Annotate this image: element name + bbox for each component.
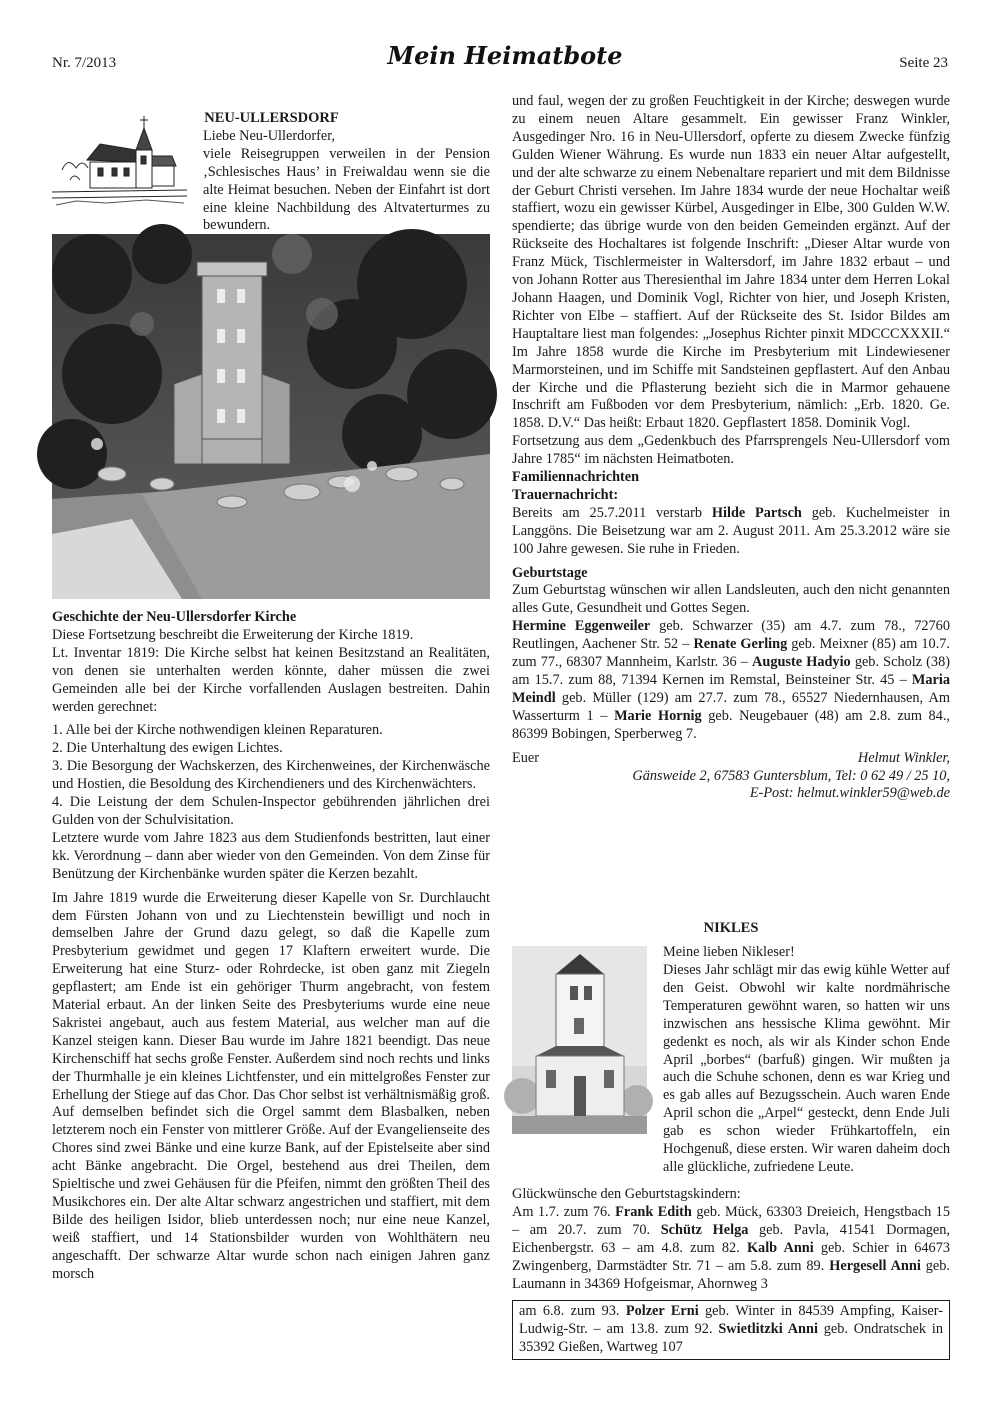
signature-block bbox=[512, 750, 950, 806]
signature-name: Helmut Winkler, bbox=[857, 749, 950, 766]
birthday-name: Schütz Helga bbox=[660, 1221, 749, 1238]
nikles-intro bbox=[663, 944, 950, 962]
geschichte-section bbox=[52, 609, 490, 1284]
signature-email: E-Post: helmut.winkler59@web.de bbox=[749, 785, 950, 802]
intro-text: viele Reisegruppen verweilen in der Pension ‚Schlesisches Haus’ in Freiwaldau wenn sie die alte Heimat besuchen. Neben der Einfahrt ist dort eine kleine Nachbildung des Altvaterturmes zu bewundern. bbox=[203, 145, 490, 234]
boxed-birthday-notice bbox=[512, 1300, 950, 1360]
boxed-birthday-text: am 6.8. zum 93. Polzer Erni geb. Winter in 84539 Ampfing, Kaiser-Ludwig-Str. – am 13.8. zum 92. Swietlitzki Anni geb. Ondratschek in 35392 Gießen, Wartweg 107 bbox=[519, 1303, 943, 1355]
deceased-name: Hilde Partsch bbox=[711, 504, 802, 521]
geschichte-title: Geschichte der Neu-Ullersdorfer Kirche bbox=[52, 609, 297, 625]
birthday-name: Hergesell Anni bbox=[829, 1257, 921, 1274]
signature-address: Gänsweide 2, 67583 Guntersblum, Tel: 0 62 49 / 25 10, bbox=[632, 767, 950, 784]
intro-salutation: Liebe Neu-Ullerdorfer, bbox=[203, 127, 336, 144]
familien-heading: Familiennachrichten bbox=[512, 469, 640, 486]
geburtstage-list: Hermine Eggenweiler geb. Schwarzer (35) am 4.7. zum 78., 72760 Reutlingen, Aachener Str. 52 – Renate Gerling geb. Meixner (85) am 10.7. zum 77., 68307 Mannheim, Karlstr. 36 – Auguste Hadyio geb. Scholz (38) am 15.7. zum 88, 71394 Kernen im Remstal, Beinsteiner Str. 45 – Maria Meindl geb. Müller (129) am 27.7. zum 78., 65527 Niedernhausen, Am Wasserturm 1 – Marie Hornig geb. Neugebauer (48) am 2.8. zum 84., 86399 Bobingen, Sperberweg 7. bbox=[512, 618, 950, 742]
birthday-name: Maria Meindl bbox=[512, 672, 950, 706]
nikles-text: Dieses Jahr schlägt mir das ewig kühle Wetter auf den Geist. Obwohl wir kalte nordmährische Temperaturen gewöhnt waren, so hatten wir uns inzwischen ans hessische Klima gewöhnt. Mir gedenkt es noch, als wir als Kinder schon Ende April „borbes“ (barfuß) gingen. Wir mußten ja auch die Schuhe schonen, denn es war Krieg und es gab alles auf Bezugsschein. Auch waren Ende April schon die „Arpel“ gesteckt, denn Ende Juli gab es schon wieder Frühkartoffeln, ein Hochgenuß, diese ersten. Wir waren daheim doch alle glückliche, zufriedene Leute. bbox=[663, 962, 950, 1175]
birthday-name: Renate Gerling bbox=[693, 636, 788, 653]
trauer-heading: Trauernachricht: bbox=[512, 486, 619, 503]
glueckwuensche-section bbox=[512, 1186, 950, 1293]
list-item: 1. Alle bei der Kirche nothwendigen kleinen Reparaturen. bbox=[52, 722, 383, 739]
list-item: 3. Die Besorgung der Wachskerzen, des Kirchenweines, der Kirchenwäsche und Hostien, die Besoldung des Kirchendieners und des Kirchenwächters. bbox=[52, 758, 490, 793]
geschichte-p1: Diese Fortsetzung beschreibt die Erweiterung der Kirche 1819. bbox=[52, 626, 414, 643]
neu-ullersdorf-title: NEU-ULLERSDORF bbox=[204, 110, 339, 126]
page-number: Seite 23 bbox=[899, 55, 948, 71]
geschichte-p5: und faul, wegen der zu großen Feuchtigkeit in der Kirche; deswegen wurde zu einem neuen Altare gesammelt. Ein gewisser Franz Winkler, Ausgedinger Nro. 16 in Neu-Ullersdorf, opferte zu diesem Zwecke fünfzig Gulden Wiener Währung. Es wurde nun 1833 ein neuer Altar aufgestellt, und der alte schwarze zu einem Nebenaltare repariert und mit dem Bildnisse der Geburt Christi versehen. Im Jahre 1834 wurde der neue Hochaltar weiß staffiert, wozu ein gewisser Kürbel, Ausgedinger in Elbe, 300 Gulden W.W. spendierte; das übrige wurde von den beiden Gemeinden ergänzt. Auf der Rückseite des Hochaltares ist folgende Inschrift: „Dieser Altar wurde von Franz Mück, Tischlermeister in Waltersdorf, im Jahre 1832 erbaut – und von Johann Rotter aus Theresienthal im Jahre 1834 unter dem Herren Lokal Johann Haagen, und Dominik Vogl, Richter von hier, und Joseph Kristen, Richter von Elbe – staffiert. Auf der Rückseite des St. Isidor Bildes am Hauptaltare liest man folgendes: „Josephus Richter pinxit MDCCCXXXII.“ Im Jahre 1858 wurde die Kirche im Presbyterium mit Lindewiesener Marmorsteinen, und im Schiffe mit Sandsteinen gepflastert. Auf den Anbau der Kirche und die Pflasterung bezieht sich die in Marmor gehauene Inschrift am Fußboden vor dem Presbyterium, nämlich: „Erb. 1820. Ge. 1858. D.V.“ Das heißt: Erbaut 1820. Gepflastert 1858. Dominik Vogl. bbox=[512, 93, 950, 432]
glueckwuensche-list: Am 1.7. zum 76. Frank Edith geb. Mück, 63303 Dreieich, Hengstbach 15 – am 20.7. zum 70. Schütz Helga geb. Pavla, 41541 Dormagen, Eichenbergstr. 63 – am 4.8. zum 82. Kalb Anni geb. Schier in 64673 Zwingenberg, Darmstädter Str. 71 – am 5.8. zum 89. Hergesell Anni geb. Laumann in 34369 Hofgeismar, Ahornweg 3 bbox=[512, 1203, 950, 1292]
geburtstage-heading: Geburtstage bbox=[512, 564, 588, 581]
right-column-top bbox=[512, 93, 950, 806]
nikles-greeting: Meine lieben Nikleser! bbox=[663, 944, 795, 960]
birthday-name: Marie Hornig bbox=[614, 707, 702, 724]
birthday-name: Kalb Anni bbox=[746, 1239, 814, 1256]
masthead-text: Mein Heimatbote bbox=[387, 41, 623, 70]
geschichte-p3: Letztere wurde vom Jahre 1823 aus dem Studienfonds bestritten, laut einer kk. Verordnung – dann aber wieder von den Gemeinden. Von dem Zinse für Benützung der Kirchenbänke wurden später die Kerzen bezahlt. bbox=[52, 829, 490, 882]
nikles-body bbox=[512, 962, 950, 1177]
altvaterturm-replica-photo bbox=[52, 234, 490, 599]
geschichte-p4: Im Jahre 1819 wurde die Erweiterung dieser Kapelle von Sr. Durchlaucht dem Fürsten Johann von und zu Liechtenstein bewilligt und noch in demselben Jahre der Grund dazu gelegt, so daß die Kapelle zum Presbyterium gewidmet und gegen 17 Klaftern erweitert wurde. Die Erweiterung hat eine Sturz- oder Rohrdecke, ist oben ganz mit Ziegeln gepflastert; am Ende ist ein gehöriger Thurm angebracht, von festem Material erbaut. An der linken Seite des Presbyteriums wurde eine neue Sakristei angebaut, auch aus festem Material, aus welcher man auf die Kanzel steigen kann. Dieser Bau wurde im Jahre 1821 beendigt. Das neue Kirchenschiff hat sechs große Fenster. Außerdem sind noch rechts und links der Thurmhalle je ein kleines Lichtfenster, und ein mittelgroßes Fenster zur Erhellung der Stiege auf das Chor. Das Chor selbst ist verhältnismäßig groß. Auf demselben befindet sich die Orgel sammt dem Blasbalken, neben letzterem noch ein Fenster von mittlerer Größe. Auf der Evangelienseite des Chores sind zwei Bänke und eine kurze Bank, auf der Epistelseite aber sind acht Bänke angebracht. Die Orgel, bestehend aus drei Theilen, dem Spieltische und zwei Gehäusen für die Pfeifen, nimmt den größten Theil des Musikchores ein. Der alte Altar schwarz angestrichen und staffiert, mit dem Bilde des heiligen Isidor, blieb unterdessen noch; nur eine neue Kanzel, weiß staffiert, und 14 Stationsbilder wurden von Wohlthätern neu angeschafft. Der schwarze Altar wurde schon nach einigen Jahren ganz morsch bbox=[52, 889, 490, 1282]
glueckwuensche-heading: Glückwünsche den Geburtstagskindern: bbox=[512, 1186, 741, 1202]
list-item: 4. Die Leistung der dem Schulen-Inspector gebührenden jährlichen drei Gulden von der Schulvisitation. bbox=[52, 794, 490, 828]
geschichte-p6: Fortsetzung aus dem „Gedenkbuch des Pfarrsprengels Neu-Ullersdorf vom Jahre 1785“ im nächsten Heimatboten. bbox=[512, 433, 950, 468]
trauer-text: Bereits am 25.7.2011 verstarb Hilde Partsch geb. Kuchelmeister in Langgöns. Die Beisetzung war am 2. August 2011. Am 25.3.2012 wäre sie 100 Jahre gewesen. Sie ruhe in Frieden. bbox=[512, 504, 950, 557]
signature-greeting: Euer bbox=[512, 749, 539, 766]
birthday-name: Auguste Hadyio bbox=[752, 654, 851, 671]
birthday-name: Polzer Erni bbox=[625, 1303, 699, 1319]
neu-ullersdorf-intro bbox=[203, 110, 490, 235]
nikles-title: NIKLES bbox=[703, 920, 759, 936]
birthday-name: Swietlitzki Anni bbox=[718, 1320, 818, 1337]
issue-number: Nr. 7/2013 bbox=[52, 55, 117, 71]
list-item: 2. Die Unterhaltung des ewigen Lichtes. bbox=[52, 740, 283, 757]
geburtstage-intro: Zum Geburtstag wünschen wir allen Landsleuten, auch den nicht genannten alles Gute, Gesundheit und Gottes Segen. bbox=[512, 582, 950, 617]
birthday-name: Frank Edith bbox=[615, 1203, 692, 1220]
birthday-name: Hermine Eggenweiler bbox=[512, 618, 651, 635]
masthead-logo bbox=[387, 36, 623, 76]
geschichte-p2: Lt. Inventar 1819: Die Kirche selbst hat keinen Besitzstand an Realitäten, von denen sie unterhalten werden könnte, daher müssen die zwei Gemeinden alle bei der Kirche vorfallenden Auslagen bestreiten. Dahin werden gerechnet: bbox=[52, 644, 490, 715]
